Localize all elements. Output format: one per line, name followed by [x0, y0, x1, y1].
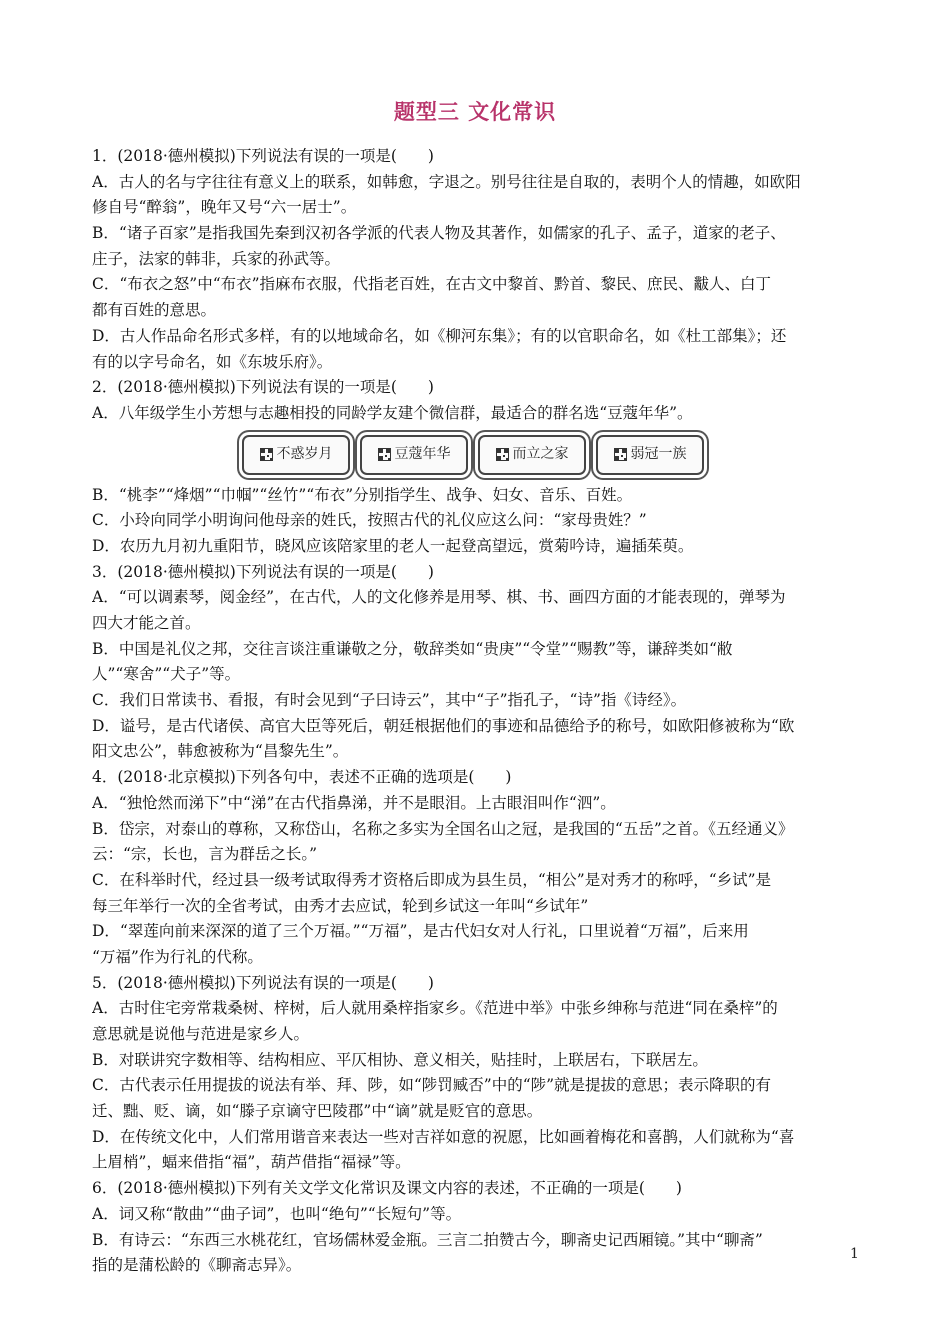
page-number: 1: [850, 1246, 859, 1262]
text-line: D．“翠莲向前来深深的道了三个万福。”“万福”，是古代妇女对人行礼，口里说着“万福”，后来用: [92, 922, 749, 941]
text-line: A．八年级学生小芳想与志趣相投的同龄学友建个微信群，最适合的群名选“豆蔻年华”。: [92, 403, 693, 422]
text-line: 四大才能之首。: [92, 614, 201, 632]
text-line: 2．(2018·德州模拟)下列说法有误的一项是( ): [92, 378, 434, 397]
question-content: [92, 144, 862, 1279]
text-line: 人”“寒舍”“犬子”等。: [92, 665, 241, 684]
text-line: D．谥号，是古代诸侯、高官大臣等死后，朝廷根据他们的事迹和品德给予的称号，如欧阳修被称为“欧: [92, 716, 795, 735]
group-name-badge: [360, 435, 468, 475]
text-line: A．“独怆然而涕下”中“涕”在古代指鼻涕，并不是眼泪。上古眼泪叫作“泗”。: [92, 793, 616, 812]
qr-code-icon: [496, 448, 509, 461]
badge-label: 而立之家: [512, 445, 569, 462]
text-line: C．我们日常读书、看报，有时会见到“子曰诗云”，其中“子”指孔子，“诗”指《诗经》。: [92, 691, 687, 710]
text-line: “万福”作为行礼的代称。: [92, 947, 263, 966]
text-line: 庄子，法家的韩非，兵家的孙武等。: [92, 249, 341, 268]
text-line: 意思就是说他与范进是家乡人。: [92, 1025, 310, 1043]
text-line: D．在传统文化中，人们常用谐音来表达一些对吉祥如意的祝愿，比如画着梅花和喜鹊，人们就称为“喜: [92, 1127, 795, 1146]
text-line: D．农历九月初九重阳节，晓风应该陪家里的老人一起登高望远，赏菊吟诗，遍插茱萸。: [92, 536, 694, 555]
qr-code-icon: [260, 448, 273, 461]
text-line: 迁、黜、贬、谪，如“滕子京谪守巴陵郡”中“谪”就是贬官的意思。: [92, 1102, 543, 1121]
badge-label: 豆蔻年华: [394, 445, 451, 462]
text-block-b: [92, 483, 862, 1279]
text-line: 每三年举行一次的全省考试，由秀才去应试，轮到乡试这一年叫“乡试年”: [92, 896, 589, 915]
text-line: B．“桃李”“烽烟”“巾帼”“丝竹”“布衣”分别指学生、战争、妇女、音乐、百姓。: [92, 485, 633, 504]
text-line: D．古人作品命名形式多样，有的以地域命名，如《柳河东集》；有的以官职命名，如《杜工部集》；还: [92, 326, 787, 345]
qr-code-icon: [378, 448, 391, 461]
group-name-options: [84, 427, 862, 483]
text-line: A．“可以调素琴，阅金经”，在古代，人的文化修养是用琴、棋、书、画四方面的才能表现的，弹琴为: [92, 588, 786, 607]
text-line: A．词又称“散曲”“曲子词”，也叫“绝句”“长短句”等。: [92, 1204, 462, 1223]
text-line: B．岱宗，对泰山的尊称，又称岱山，名称之多实为全国名山之冠，是我国的“五岳”之首。《五经通义》: [92, 819, 794, 838]
text-line: 云：“宗，长也，言为群岳之长。”: [92, 845, 318, 864]
badge-label: 不惑岁月: [276, 445, 333, 462]
text-line: C．古代表示任用提拔的说法有举、拜、陟，如“陟罚臧否”中的“陟”就是提拔的意思；表示降职的有: [92, 1076, 772, 1095]
text-line: B．“诸子百家”是指我国先秦到汉初各学派的代表人物及其著作，如儒家的孔子、孟子，道家的老子、: [92, 224, 786, 243]
text-block-a: [92, 144, 862, 427]
text-line: 6．(2018·德州模拟)下列有关文学文化常识及课文内容的表述，不正确的一项是( ): [92, 1179, 682, 1198]
text-line: B．有诗云：“东西三水桃花红，官场儒林爱金瓶。三言二拍赞古今，聊斋史记西厢镜。”其中“聊斋”: [92, 1230, 763, 1249]
page-title: 题型三 文化常识: [393, 99, 557, 124]
text-line: C．小玲向同学小明询问他母亲的姓氏，按照古代的礼仪应这么问：“家母贵姓？”: [92, 511, 647, 530]
text-line: 1．(2018·德州模拟)下列说法有误的一项是( ): [92, 147, 434, 165]
text-line: B．中国是礼仪之邦，交往言谈注重谦敬之分，敬辞类如“贵庚”“令堂”“赐教”等，谦辞类如“敝: [92, 639, 733, 658]
text-line: 上眉梢”，蝠来借指“福”，葫芦借指“福禄”等。: [92, 1153, 411, 1172]
text-line: A．古时住宅旁常栽桑树、梓树，后人就用桑梓指家乡。《范进中举》中张乡绅称与范进“同在桑梓”的: [92, 999, 778, 1018]
text-line: 有的以字号命名，如《东坡乐府》。: [92, 352, 333, 371]
qr-code-icon: [614, 448, 627, 461]
text-line: 阳文忠公”，韩愈被称为“昌黎先生”。: [92, 742, 349, 761]
text-line: 4．(2018·北京模拟)下列各句中，表述不正确的选项是( ): [92, 768, 512, 787]
text-line: B．对联讲究字数相等、结构相应、平仄相协、意义相关，贴挂时，上联居右，下联居左。: [92, 1050, 708, 1069]
text-line: 3．(2018·德州模拟)下列说法有误的一项是( ): [92, 562, 434, 581]
text-line: 5．(2018·德州模拟)下列说法有误的一项是( ): [92, 973, 434, 992]
text-line: C．“布衣之怒”中“布衣”指麻布衣服，代指老百姓，在古文中黎首、黔首、黎民、庶民、黻人、白丁: [92, 275, 772, 294]
text-line: C．在科举时代，经过县一级考试取得秀才资格后即成为县生员，“相公”是对秀才的称呼，“乡试”是: [92, 870, 772, 889]
group-name-badge: [596, 435, 704, 475]
badge-label: 弱冠一族: [630, 445, 687, 462]
text-line: 修自号“醉翁”，晚年又号“六一居士”。: [92, 198, 357, 217]
text-line: 都有百姓的意思。: [92, 301, 217, 320]
group-name-badge: [478, 435, 586, 475]
text-line: 指的是蒲松龄的《聊斋志异》。: [92, 1256, 302, 1275]
group-name-badge: [242, 435, 350, 475]
text-line: A．古人的名与字往往有意义上的联系，如韩愈，字退之。别号往往是自取的，表明个人的情趣，如欧阳: [92, 172, 801, 191]
